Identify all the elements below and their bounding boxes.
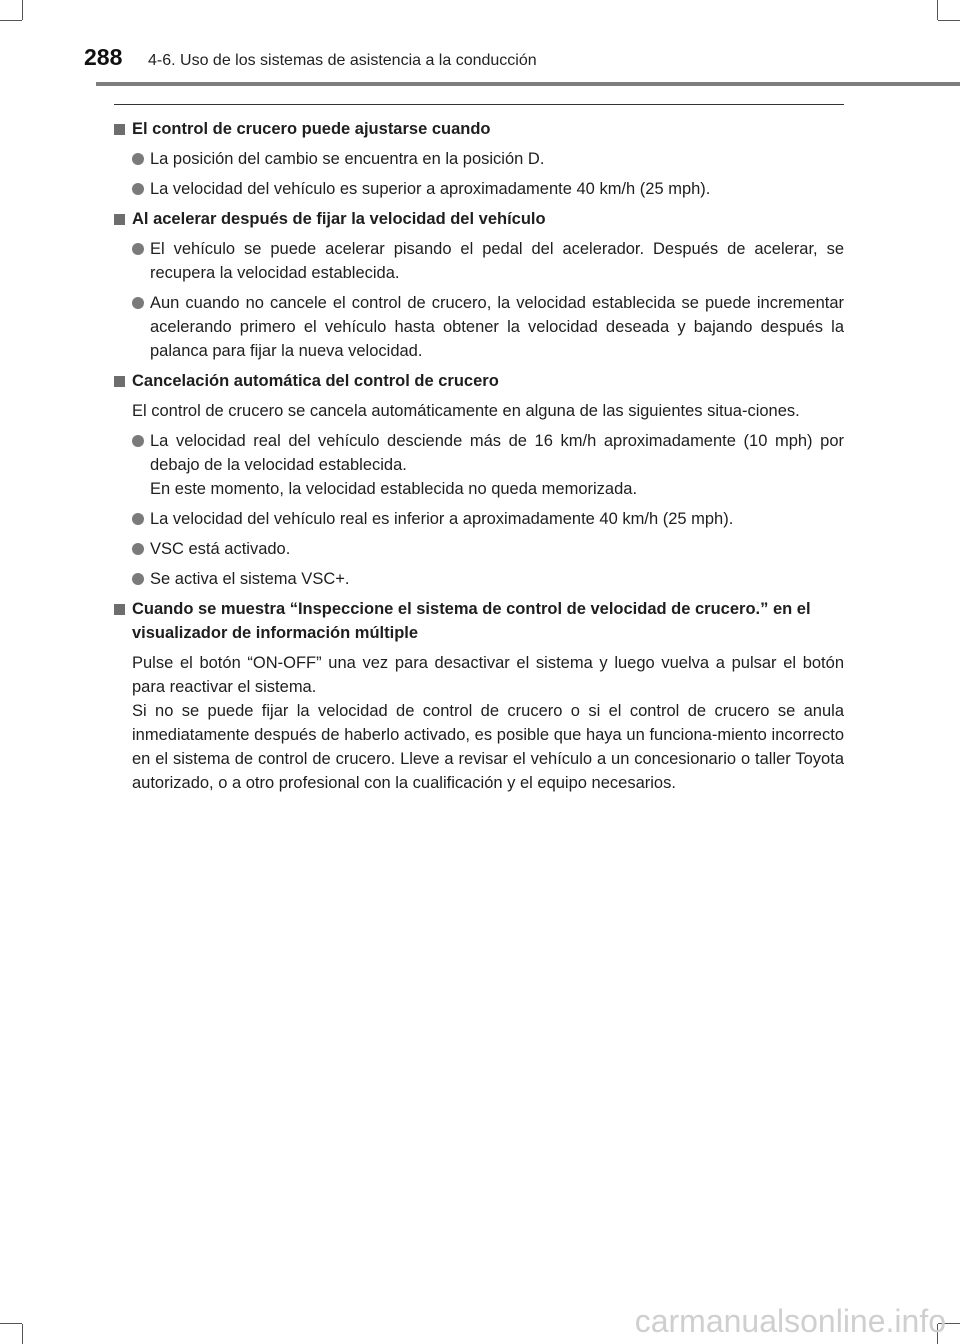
- text-line: Pulse el botón “ON-OFF” una vez para desactivar el sistema y luego vuelva a pulsar el botón para reactivar el sistema.: [132, 654, 844, 696]
- round-bullet-icon: [132, 183, 144, 195]
- text-line: El vehículo se puede acelerar pisando el pedal del acelerador. Después de acelerar, se recupera la velocidad establecida.: [150, 240, 844, 282]
- round-bullet-icon: [132, 543, 144, 555]
- bullet-item: [114, 177, 844, 201]
- section: [114, 207, 844, 363]
- text-line: La velocidad real del vehículo desciende más de 16 km/h aproximadamente (10 mph) por debajo de la velocidad establecida.: [150, 432, 844, 474]
- text-line: Se activa el sistema VSC+.: [150, 570, 350, 588]
- text-line: En este momento, la velocidad establecida no queda memorizada.: [150, 480, 638, 498]
- watermark: carmanualsonline.info: [634, 1303, 946, 1339]
- round-bullet-icon: [132, 153, 144, 165]
- round-bullet-icon: [132, 435, 144, 447]
- round-bullet-icon: [132, 297, 144, 309]
- section-heading: [114, 369, 844, 393]
- crop-mark: [0, 1323, 22, 1324]
- section-heading-text: Cuando se muestra “Inspeccione el sistema de control de velocidad de crucero.” en el visualizador de información múltiple: [132, 600, 811, 642]
- text-line: Aun cuando no cancele el control de crucero, la velocidad establecida se puede incrementar acelerando primero el vehículo hasta obtener la velocidad deseada y bajando después la palanca para fijar la nueva velocidad.: [150, 294, 844, 360]
- round-bullet-icon: [132, 243, 144, 255]
- section: [114, 369, 844, 591]
- crop-mark: [0, 20, 22, 21]
- text-line: VSC está activado.: [150, 540, 291, 558]
- bullet-item: [114, 291, 844, 363]
- bullet-item: [114, 147, 844, 171]
- chapter-title: 4-6. Uso de los sistemas de asistencia a la conducción: [148, 52, 537, 69]
- square-bullet-icon: [114, 214, 125, 225]
- square-bullet-icon: [114, 376, 125, 387]
- paragraph: [114, 651, 844, 795]
- section-heading-text: Al acelerar después de fijar la velocidad del vehículo: [132, 210, 546, 228]
- text-line: La velocidad del vehículo es superior a aproximadamente 40 km/h (25 mph).: [150, 180, 711, 198]
- section: [114, 597, 844, 795]
- text-line: La velocidad del vehículo real es inferior a aproximadamente 40 km/h (25 mph).: [150, 510, 734, 528]
- round-bullet-icon: [132, 573, 144, 585]
- content-rule: [114, 104, 844, 105]
- section-heading: [114, 597, 844, 645]
- section-heading: [114, 207, 844, 231]
- paragraph: [114, 399, 844, 423]
- bullet-item: [114, 429, 844, 501]
- crop-mark: [22, 1324, 23, 1344]
- section: [114, 117, 844, 201]
- page-number: 288: [84, 44, 123, 70]
- text-line: Si no se puede fijar la velocidad de control de crucero o si el control de crucero se anula inmediatamente después de haberlo activado, es posible que haya un funciona-miento incorrecto en el sistema de control de crucero. Lleve a revisar el vehículo a un concesionario o taller Toyota autorizado, o a otro profesional con la cualificación y el equipo necesarios.: [132, 702, 844, 792]
- text-line: El control de crucero se cancela automáticamente en alguna de las siguientes situa-ciones.: [132, 402, 800, 420]
- crop-mark: [938, 20, 960, 21]
- crop-mark: [937, 0, 938, 20]
- bullet-item: [114, 537, 844, 561]
- header-rule: [96, 82, 960, 86]
- square-bullet-icon: [114, 604, 125, 615]
- text-line: La posición del cambio se encuentra en la posición D.: [150, 150, 545, 168]
- square-bullet-icon: [114, 124, 125, 135]
- page-content: [114, 112, 844, 801]
- bullet-item: [114, 567, 844, 591]
- crop-mark: [22, 0, 23, 20]
- bullet-item: [114, 237, 844, 285]
- section-heading-text: El control de crucero puede ajustarse cuando: [132, 120, 491, 138]
- section-heading: [114, 117, 844, 141]
- round-bullet-icon: [132, 513, 144, 525]
- section-heading-text: Cancelación automática del control de crucero: [132, 372, 499, 390]
- bullet-item: [114, 507, 844, 531]
